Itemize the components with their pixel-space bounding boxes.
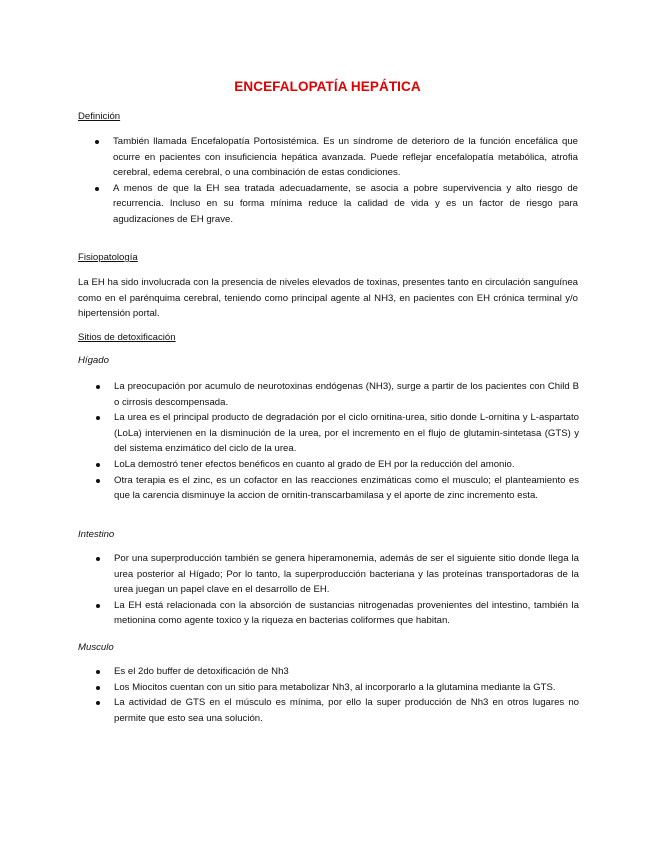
- bullet-icon: [96, 670, 100, 674]
- subheading-higado: Hígado: [78, 355, 109, 366]
- list-item: A menos de que la EH sea tratada adecuadamente, se asocia a pobre supervivencia y alto riesgo de recurrencia. Incluso en su forma mínima reduce la calidad de vida y es un factor de riesgo para agudizaciones de EH grave.: [113, 181, 578, 228]
- definicion-list: [113, 134, 578, 228]
- bullet-icon: [96, 557, 100, 561]
- list-item: También llamada Encefalopatía Portosistémica. Es un síndrome de deterioro de la función encefálica que ocurre en pacientes con insuficiencia hepática avanzada. Puede reflejar encefalopatía metabólica, atrofia cerebral, edema cerebral, o una combinación de estas condiciones.: [113, 134, 578, 181]
- bullet-icon: [96, 479, 100, 483]
- fisiopatologia-paragraph: La EH ha sido involucrada con la presencia de niveles elevados de toxinas, presentes tanto en circulación sanguínea como en el parénquima cerebral, teniendo como principal agente al NH3, en pacientes con EH crónica terminal y/o hipertensión portal.: [78, 277, 578, 320]
- bullet-icon: [96, 463, 100, 467]
- higado-list: [114, 379, 579, 504]
- section-heading-fisiopatologia: Fisiopatología: [78, 252, 138, 263]
- list-item: La preocupación por acumulo de neurotoxinas endógenas (NH3), surge a partir de los pacientes con Child B o cirrosis descompensada.: [114, 379, 579, 410]
- list-item: La urea es el principal producto de degradación por el ciclo ornitina-urea, sitio donde L-ornitina y L-aspartato (LoLa) intervienen en la disminución de la urea, por el incremento en el flujo de glutamin-sintetasa (GTS) y del sistema enzimático del ciclo de la urea.: [114, 410, 579, 457]
- list-item: La actividad de GTS en el músculo es mínima, por ello la super producción de Nh3 en otros lugares no permite que esto sea una solución.: [114, 695, 579, 726]
- intestino-list: [114, 551, 579, 629]
- bullet-icon: [96, 686, 100, 690]
- subheading-intestino: Intestino: [78, 529, 115, 540]
- list-item: LoLa demostró tener efectos benéficos en cuanto al grado de EH por la reducción del amonio.: [114, 457, 579, 473]
- page-title: ENCEFALOPATÍA HEPÁTICA: [234, 79, 421, 94]
- bullet-icon: [95, 140, 99, 144]
- bullet-icon: [96, 701, 100, 705]
- musculo-list: [114, 664, 579, 726]
- subheading-musculo: Musculo: [78, 642, 114, 653]
- bullet-icon: [96, 604, 100, 608]
- list-item: Por una superproducción también se genera hiperamonemia, además de ser el siguiente sitio donde llega la urea posterior al Hígado; Por lo tanto, la superproducción bacteriana y las proteínas transportadoras de la urea juegan un papel clave en el desarrollo de EH.: [114, 551, 579, 598]
- list-item: La EH está relacionada con la absorción de sustancias nitrogenadas provenientes del intestino, también la metionina como agente toxico y la riqueza en bacterias coliformes que habitan.: [114, 598, 579, 629]
- bullet-icon: [95, 187, 99, 191]
- section-heading-sitios: Sitios de detoxificación: [78, 332, 176, 343]
- list-item: Es el 2do buffer de detoxificación de Nh3: [114, 664, 579, 680]
- list-item: Otra terapia es el zinc, es un cofactor en las reacciones enzimáticas como el musculo; el planteamiento es que la carencia disminuye la accion de ornitin-transcarbamilasa y el aporte de zinc incremento esta.: [114, 473, 579, 504]
- section-heading-definicion: Definición: [78, 111, 121, 122]
- bullet-icon: [96, 416, 100, 420]
- list-item: Los Miocitos cuentan con un sitio para metabolizar Nh3, al incorporarlo a la glutamina mediante la GTS.: [114, 680, 579, 696]
- bullet-icon: [96, 385, 100, 389]
